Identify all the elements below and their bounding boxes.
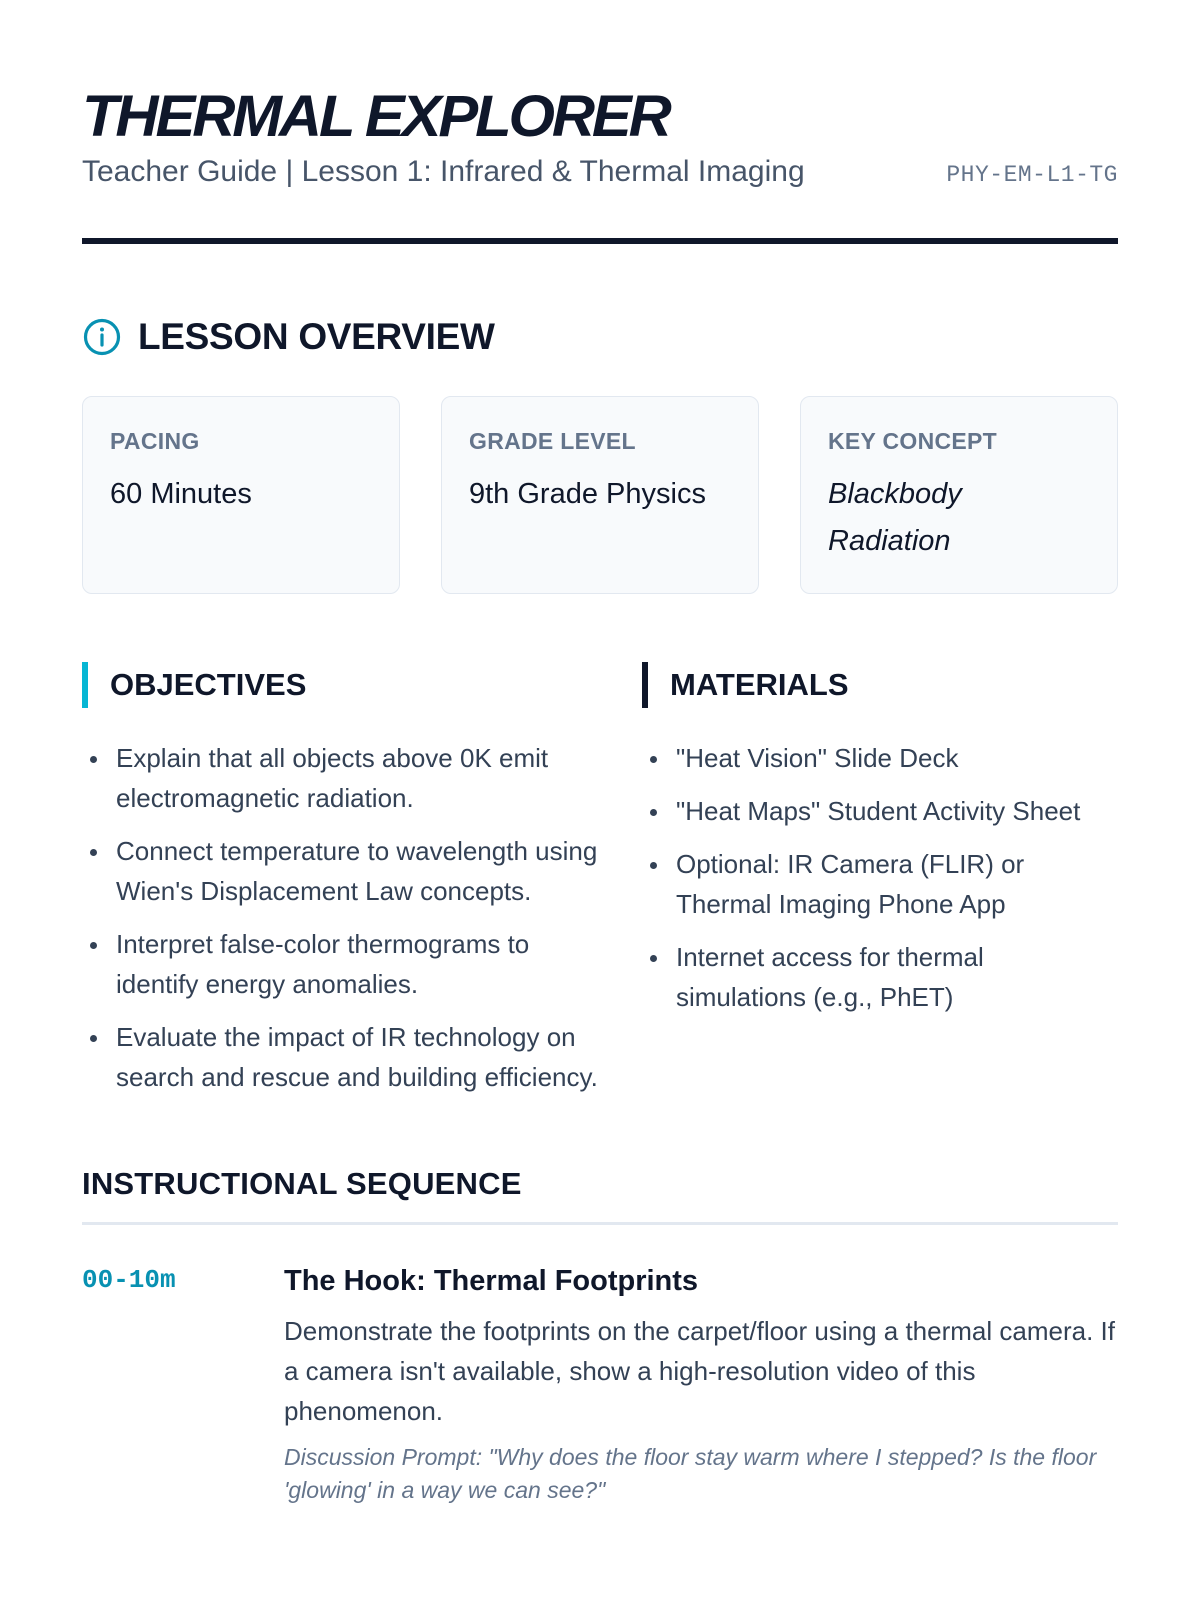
brand-title: THERMAL EXPLORER [82,84,669,149]
step-time: 00-10m [82,1265,176,1295]
info-circle-icon [82,317,122,357]
card-value: 60 Minutes [110,478,252,510]
list-item: "Heat Maps" Student Activity Sheet [642,791,1118,831]
discussion-prompt: Discussion Prompt: "Why does the floor stay warm where I stepped? Is the floor 'glowing' in a way we can see?" [284,1444,1097,1503]
pacing-card [82,396,400,594]
instructional-sequence-heading: INSTRUCTIONAL SEQUENCE [82,1166,1118,1225]
list-item: Interpret false-color thermograms to identify energy anomalies. [82,924,618,1004]
materials-column [642,662,1118,1110]
card-label: GRADE LEVEL [469,428,636,454]
objectives-column [82,662,642,1110]
card-value: Blackbody Radiation [828,478,962,557]
card-label: KEY CONCEPT [828,428,998,454]
list-item: Internet access for thermal simulations (e.g., PhET) [642,937,1118,1017]
document-subtitle: Teacher Guide | Lesson 1: Infrared & Thermal Imaging [82,155,805,188]
lesson-overview-title: LESSON OVERVIEW [138,316,495,357]
objectives-list [82,738,642,1097]
list-item: "Heat Vision" Slide Deck [642,738,1118,778]
list-item: Explain that all objects above 0K emit electromagnetic radiation. [82,738,618,818]
card-value: 9th Grade Physics [469,478,706,510]
list-item: Optional: IR Camera (FLIR) or Thermal Imaging Phone App [642,844,1118,924]
instructional-sequence-section [82,1166,1118,1507]
lesson-overview-heading [82,314,1118,360]
key-concept-card [800,396,1118,594]
materials-heading: MATERIALS [642,662,1118,708]
objectives-heading: OBJECTIVES [82,662,642,708]
step-body [284,1263,1118,1507]
card-label: PACING [110,428,200,454]
grade-level-card [441,396,759,594]
overview-cards [82,396,1118,594]
sequence-step [82,1263,1118,1507]
document-code: PHY-EM-L1-TG [946,162,1118,188]
objectives-materials-section [82,662,1118,1110]
list-item: Evaluate the impact of IR technology on search and rescue and building efficiency. [82,1017,618,1097]
document-header [82,0,1118,244]
step-description: Demonstrate the footprints on the carpet/floor using a thermal camera. If a camera isn't available, show a high-resolution video of this phenomenon. [284,1316,1115,1426]
materials-list [642,738,1118,1017]
lesson-overview-section [82,314,1118,594]
step-title: The Hook: Thermal Footprints [284,1265,699,1297]
list-item: Connect temperature to wavelength using Wien's Displacement Law concepts. [82,831,618,911]
